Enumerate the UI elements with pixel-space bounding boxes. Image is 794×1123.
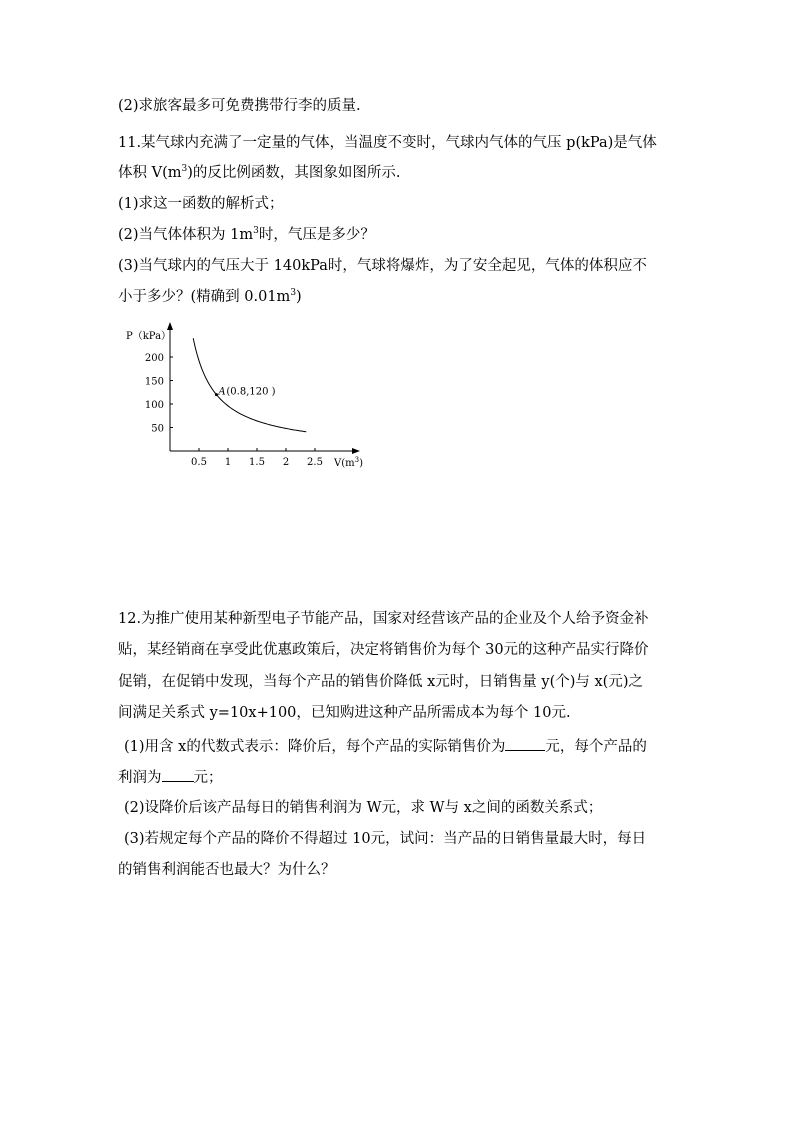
x-axis-label-sup: 3 [354, 456, 360, 464]
pressure-volume-graph [118, 318, 378, 478]
q11-stem-line2-a: 体积 V(m [118, 165, 182, 181]
q11-part1: (1)求这一函数的解析式； [118, 196, 284, 212]
y-tick-label: 100 [144, 400, 164, 411]
x-axis-label [333, 456, 363, 469]
q12-part3-line2: 的销售利润能否也最大？为什么？ [118, 862, 336, 878]
answer-blank-profit[interactable] [162, 766, 194, 782]
q11-part2 [118, 225, 375, 245]
q11-stem-line2-sup: 3 [181, 164, 188, 174]
point-a-label: A [218, 386, 226, 398]
q11-stem-line1: 11.某气球内充满了一定量的气体，当温度不变时，气球内气体的气压 p(kPa)是气体 [118, 135, 657, 151]
q11-part3-line2-b: ) [296, 289, 302, 305]
y-axis-arrow [167, 322, 173, 330]
q11-stem-line2-b: )的反比例函数，其图象如图所示. [187, 165, 401, 181]
q12-stem-line1: 12.为推广使用某种新型电子节能产品，国家对经营该产品的企业及个人给予资金补 [118, 611, 649, 627]
answer-blank-sale-price[interactable] [505, 735, 545, 751]
q11-part2-a: (2)当气体体积为 1m [118, 227, 254, 243]
q12-stem-line4: 间满足关系式 y=10x+100，已知购进这种产品所需成本为每个 10元. [118, 705, 571, 721]
x-axis-label-b: ) [359, 458, 363, 469]
y-tick-label: 50 [151, 423, 164, 435]
x-tick-label: 2 [282, 457, 290, 468]
x-axis-arrow [352, 448, 360, 454]
q11-part3-line2-a: 小于多少？(精确到 0.01m [118, 289, 291, 305]
q12-part1-b: 元，每个产品的 [545, 739, 647, 755]
x-tick-label: 2.5 [307, 457, 323, 468]
y-axis-label: P（kPa） [126, 331, 172, 342]
q11-part3-line2-sup: 3 [290, 288, 297, 298]
q11-stem-line2 [118, 163, 401, 183]
x-axis-label-a: V(m [334, 458, 355, 469]
q10-part2: (2)求旅客最多可免费携带行李的质量. [118, 98, 361, 114]
q11-part3-line2 [118, 287, 302, 307]
q12-part1-a: (1)用含 x的代数式表示：降价后，每个产品的实际销售价为 [124, 739, 506, 755]
curve-series [193, 338, 306, 432]
q11-part2-b: 时，气压是多少？ [258, 227, 375, 243]
y-tick-label: 150 [144, 376, 164, 388]
q12-part1-line1 [124, 735, 647, 757]
q11-part3-line1: (3)当气球内的气压大于 140kPa时，气球将爆炸，为了安全起见，气体的体积应不 [118, 258, 647, 274]
x-tick-label: 1 [224, 457, 232, 468]
point-a-coords: (0.8,120 ) [226, 386, 276, 398]
q11-part2-sup: 3 [253, 226, 259, 236]
y-tick-label: 200 [144, 353, 164, 364]
q12-part1-d: 元； [193, 770, 223, 786]
q12-part1-c: 利润为 [118, 770, 162, 786]
q12-stem-line3: 促销，在促销中发现，当每个产品的销售价降低 x元时，日销售量 y(个)与 x(元)之 [118, 674, 643, 690]
x-tick-label: 0.5 [191, 457, 207, 468]
q12-part2: (2)设降价后该产品每日的销售利润为 W元，求 W与 x之间的函数关系式； [124, 800, 603, 816]
q12-part3-line1: (3)若规定每个产品的降价不得超过 10元，试问：当产品的日销售量最大时，每日 [124, 831, 647, 847]
q12-stem-line2: 贴，某经销商在享受此优惠政策后，决定将销售价为每个 30元的这种产品实行降价 [118, 642, 649, 658]
x-tick-label: 1.5 [249, 457, 265, 468]
q12-part1-line2 [118, 766, 223, 788]
